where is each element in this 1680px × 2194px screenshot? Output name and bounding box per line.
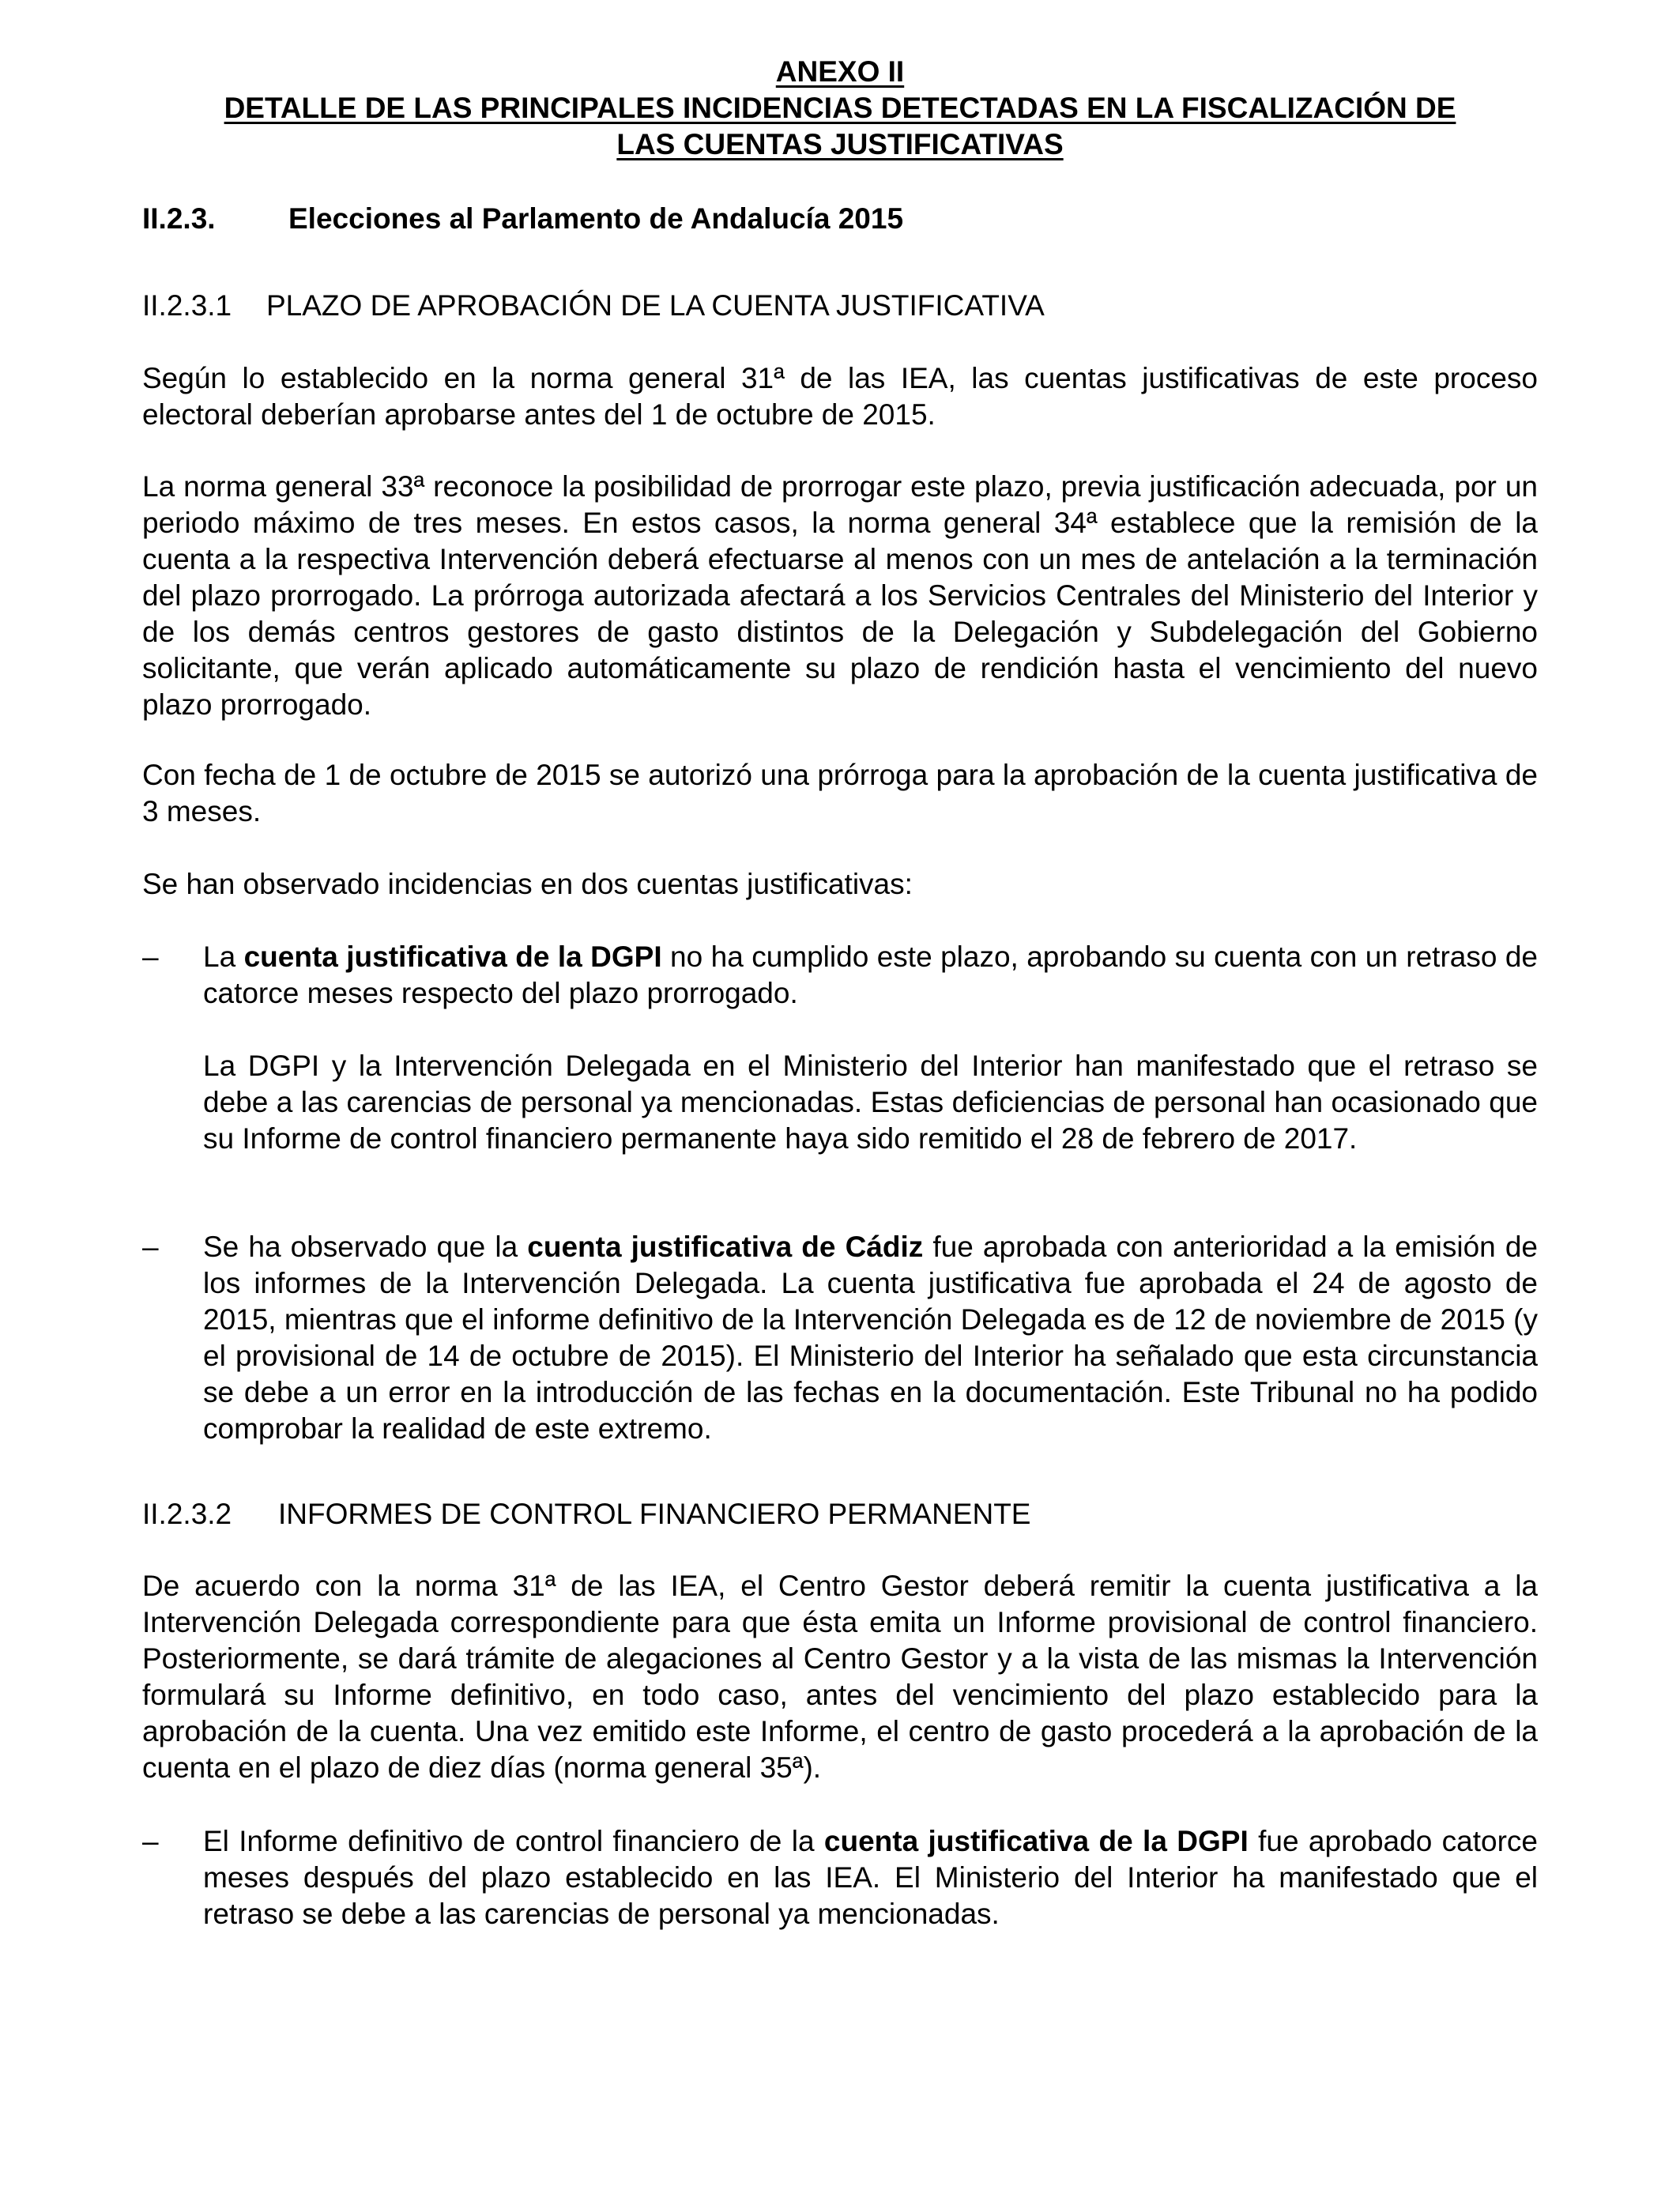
list-item-bold-text: cuenta justificativa de la DGPI [823,1825,1249,1857]
subsection-1-number: II.2.3.1 [142,289,232,322]
annex-subtitle-line1: DETALLE DE LAS PRINCIPALES INCIDENCIAS DETECTADAS EN LA FISCALIZACIÓN DE [224,92,1456,124]
section-number: II.2.3. [142,202,216,235]
list-item-text: no ha cumplido este plazo, aprobando su cuenta con un retraso de catorce meses respecto del plazo prorrogado. [203,941,1539,1009]
subsection-1-heading [142,288,1045,324]
list-item-bold-text: cuenta justificativa de Cádiz [527,1231,924,1263]
annex-title: ANEXO II [775,55,905,88]
subsection-2-heading [142,1496,1030,1532]
section-heading [142,201,903,237]
list-item-bold-text: cuenta justificativa de la DGPI [243,941,662,973]
list-bullet-dash: – [142,1825,159,1857]
list-item-text: La [203,941,244,973]
annex-subtitle-line2: LAS CUENTAS JUSTIFICATIVAS [616,128,1064,160]
paragraph: La norma general 33ª reconoce la posibilidad de prorrogar este plazo, previa justificación adecuada, por un periodo máximo de tres meses. En estos casos, la norma general 34ª establece que la remisión de la cuenta a la respectiva Intervención deberá efectuarse al menos con un mes de antelación a la terminación del plazo prorrogado. La prórroga autorizada afectará a los Servicios Centrales del Ministerio del Interior y de los demás centros gestores de gasto distintos de la Delegación y Subdelegación del Gobierno solicitante, que verán aplicado automáticamente su plazo de rendición hasta el vencimiento del nuevo plazo prorrogado. [142,470,1538,721]
list-item [203,1229,1538,1447]
section-title: Elecciones al Parlamento de Andalucía 2015 [288,202,904,235]
list-item [203,1823,1538,1932]
paragraph: Según lo establecido en la norma general 31ª de las IEA, las cuentas justificativas de este proceso electoral deberían aprobarse antes del 1 de octubre de 2015. [142,362,1538,431]
list-item [203,939,1538,1012]
list-bullet-dash: – [142,941,159,973]
list-item-text: El Informe definitivo de control financiero de la [203,1825,824,1857]
paragraph: Con fecha de 1 de octubre de 2015 se autorizó una prórroga para la aprobación de la cuenta justificativa de 3 meses. [142,759,1538,827]
subsection-2-title: INFORMES DE CONTROL FINANCIERO PERMANENTE [278,1498,1031,1530]
list-bullet-dash: – [142,1231,159,1263]
paragraph: Se han observado incidencias en dos cuentas justificativas: [142,868,913,900]
list-item-text: Se ha observado que la [203,1231,528,1263]
paragraph: De acuerdo con la norma 31ª de las IEA, el Centro Gestor deberá remitir la cuenta justificativa a la Intervención Delegada correspondiente para que ésta emita un Informe provisional de control financiero. Posteriormente, se dará trámite de alegaciones al Centro Gestor y a la vista de las mismas la Intervención formulará su Informe definitivo, en todo caso, antes del vencimiento del plazo establecido para la aprobación de la cuenta. Una vez emitido este Informe, el centro de gasto procederá a la aprobación de la cuenta en el plazo de diez días (norma general 35ª). [142,1570,1538,1784]
subsection-2-number: II.2.3.2 [142,1498,232,1530]
subsection-1-title: PLAZO DE APROBACIÓN DE LA CUENTA JUSTIFICATIVA [266,289,1045,322]
list-item-text: fue aprobado catorce meses después del plazo establecido en las IEA. El Ministerio del Interior ha manifestado que el retraso se debe a las carencias de personal ya mencionadas. [203,1825,1538,1930]
list-item-continuation: La DGPI y la Intervención Delegada en el Ministerio del Interior han manifestado que el retraso se debe a las carencias de personal ya mencionadas. Estas deficiencias de personal han ocasionado que su Informe de control financiero permanente haya sido remitido el 28 de febrero de 2017. [203,1050,1538,1155]
list-item-text: fue aprobada con anterioridad a la emisión de los informes de la Intervención Delegada. La cuenta justificativa fue aprobada el 24 de agosto de 2015, mientras que el informe definitivo de la Intervención Delegada es de 12 de noviembre de 2015 (y el provisional de 14 de octubre de 2015). El Ministerio del Interior ha señalado que esta circunstancia se debe a un error en la introducción de las fechas en la documentación. Este Tribunal no ha podido comprobar la realidad de este extremo. [203,1231,1539,1445]
